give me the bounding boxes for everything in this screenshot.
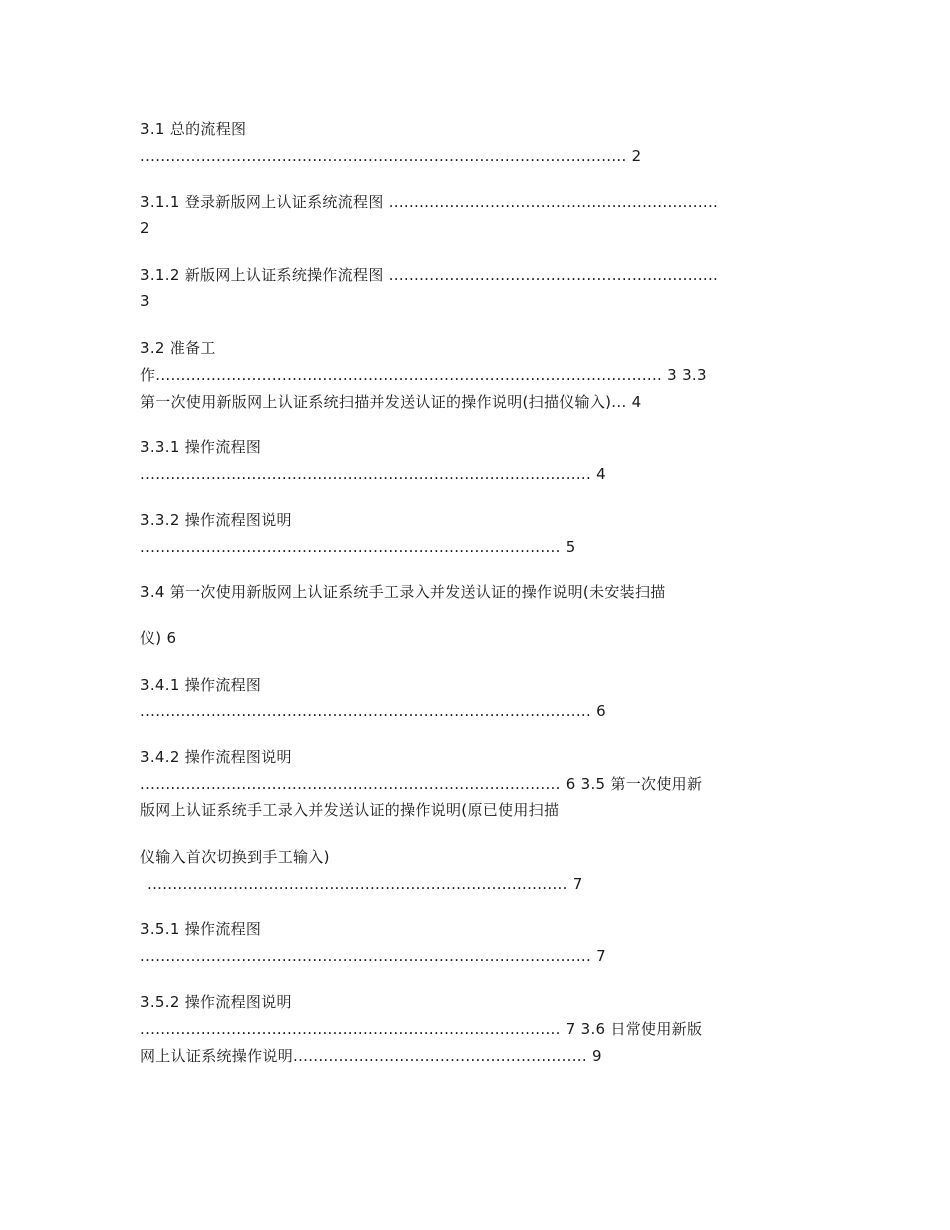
toc-entry-3-4-title-cont: 仪) 6 bbox=[140, 629, 177, 647]
toc-entry-3-4-1-leader: ......................................................................................... 6 bbox=[140, 702, 606, 720]
toc-entry-3-3-1-title: 3.3.1 操作流程图 bbox=[140, 438, 262, 456]
toc-entry-3-4-2-leader: ................................................................................... 6 3.5 第一次使用新 bbox=[140, 775, 703, 793]
toc-entry-3-1-leader: ................................................................................................ 2 bbox=[140, 147, 642, 165]
toc-entry-3-5-2-leader: ................................................................................... 7 3.6 日常使用新版 bbox=[140, 1020, 703, 1038]
toc-entry-3-3-2-leader: ................................................................................... 5 bbox=[140, 538, 576, 556]
toc-entry-3-3-2-title: 3.3.2 操作流程图说明 bbox=[140, 511, 292, 529]
toc-entry-3-1-title: 3.1 总的流程图 bbox=[140, 120, 247, 138]
toc-entry-3-1-2-title: 3.1.2 新版网上认证系统操作流程图 ................................................................. bbox=[140, 266, 719, 284]
toc-entry-3-1-1-title: 3.1.1 登录新版网上认证系统流程图 ................................................................. bbox=[140, 193, 719, 211]
toc-entry-3-4-title: 3.4 第一次使用新版网上认证系统手工录入并发送认证的操作说明(未安装扫描 bbox=[140, 583, 666, 601]
toc-entry-3-1-2-page: 3 bbox=[140, 292, 150, 310]
toc-entry-3-5-title-cont: 仪输入首次切换到手工输入) bbox=[140, 848, 330, 866]
toc-entry-3-6-title: 网上认证系统操作说明.......................................................... 9 bbox=[140, 1047, 602, 1065]
toc-entry-3-2-title: 3.2 准备工 bbox=[140, 339, 216, 357]
toc-entry-3-3-1-leader: ......................................................................................... 4 bbox=[140, 465, 606, 483]
toc-entry-3-5-title: 版网上认证系统手工录入并发送认证的操作说明(原已使用扫描 bbox=[140, 801, 560, 819]
toc-entry-3-4-2-title: 3.4.2 操作流程图说明 bbox=[140, 748, 292, 766]
toc-entry-3-2-leader: 作.................................................................................................... 3 3.3 bbox=[140, 366, 707, 384]
toc-entry-3-3-title: 第一次使用新版网上认证系统扫描并发送认证的操作说明(扫描仪输入)... 4 bbox=[140, 393, 642, 411]
toc-entry-3-1-1-page: 2 bbox=[140, 219, 150, 237]
toc-entry-3-4-1-title: 3.4.1 操作流程图 bbox=[140, 676, 262, 694]
toc-entry-3-5-2-title: 3.5.2 操作流程图说明 bbox=[140, 993, 292, 1011]
toc-entry-3-5-1-leader: ......................................................................................... 7 bbox=[140, 947, 606, 965]
toc-entry-3-5-leader: ................................................................................... 7 bbox=[147, 875, 583, 893]
toc-entry-3-5-1-title: 3.5.1 操作流程图 bbox=[140, 920, 262, 938]
